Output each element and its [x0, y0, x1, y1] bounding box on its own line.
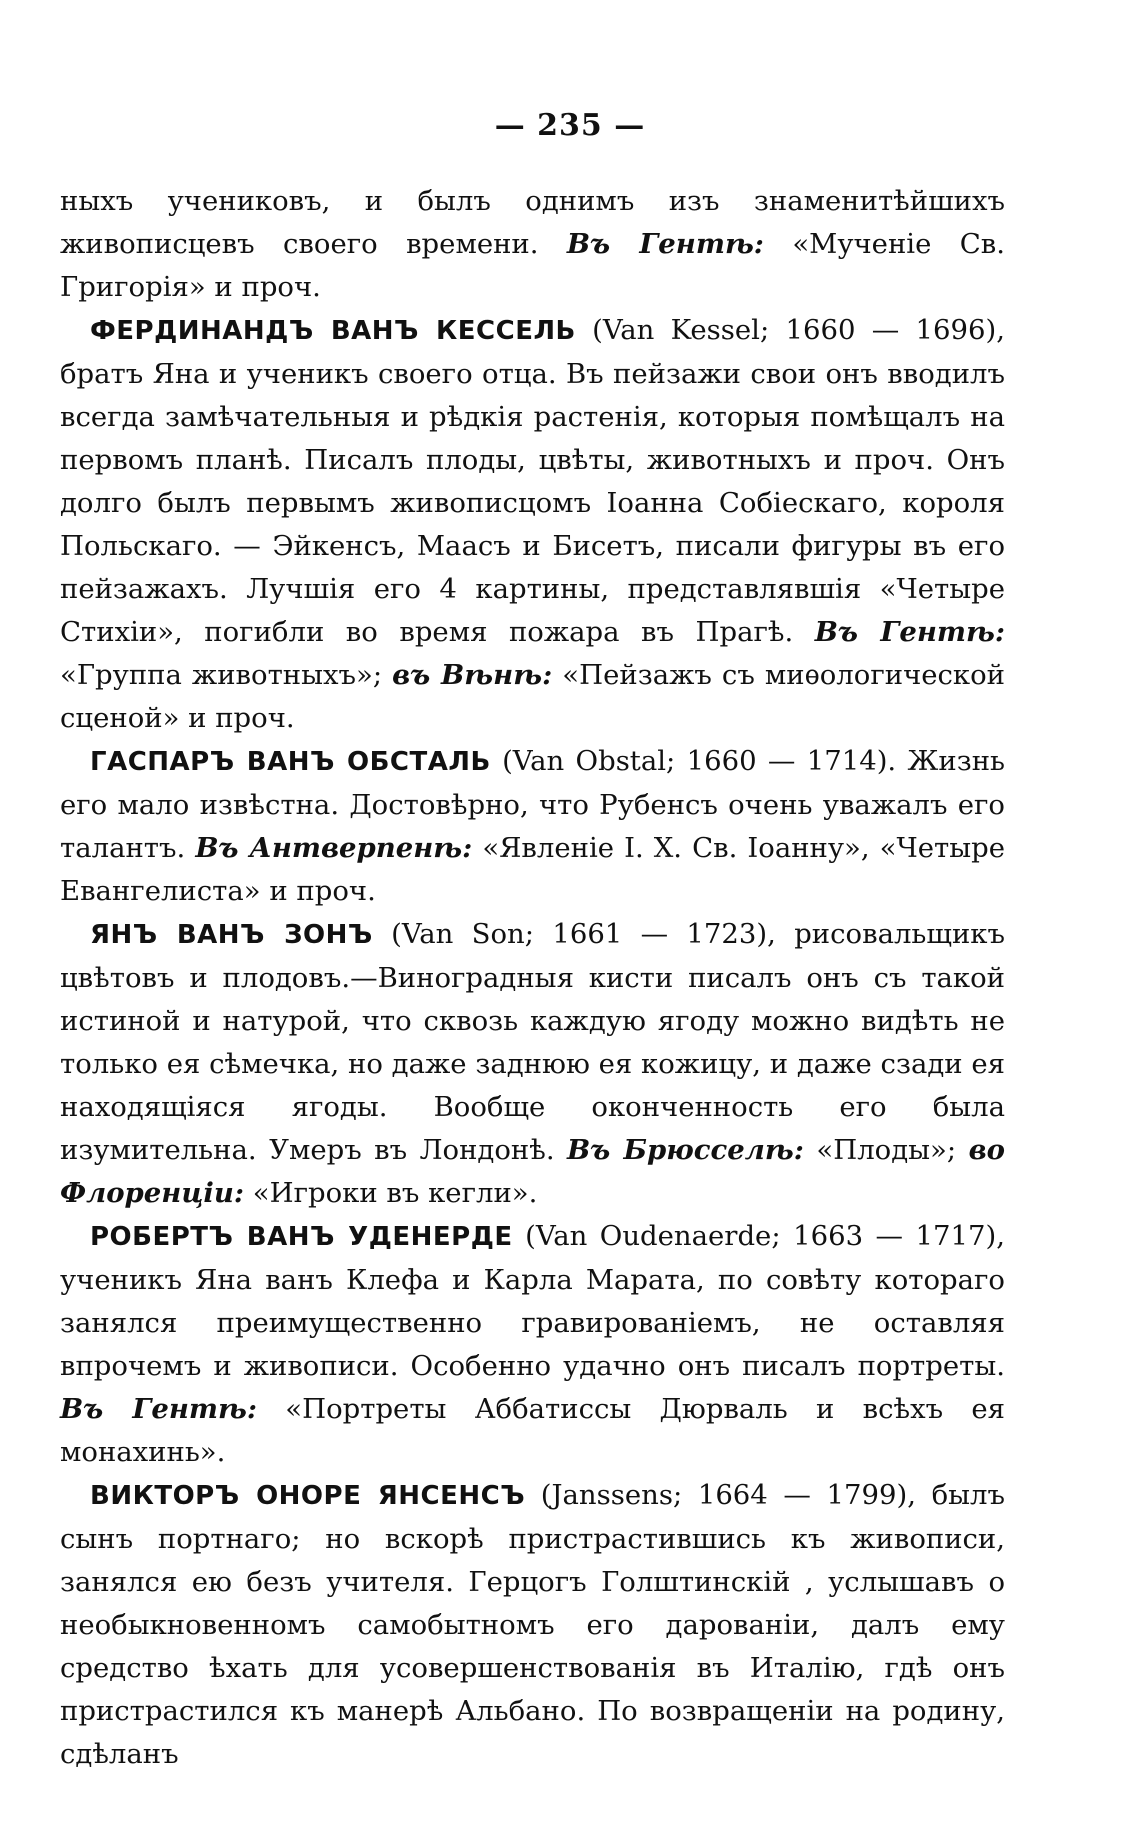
artist-name: ЯНЪ ВАНЪ ЗОНЪ	[90, 920, 373, 950]
entry-son	[60, 913, 1005, 1215]
paragraph-text: «Пейзажъ съ миѳологической сценой» и проч.	[60, 659, 1006, 734]
location-label: во Флоренціи:	[60, 1134, 1005, 1209]
page-number: — 235 —	[494, 108, 646, 143]
artist-name: ГАСПАРЪ ВАНЪ ОБСТАЛЬ	[90, 747, 491, 777]
paragraph-continuation	[60, 180, 1005, 309]
paragraph-text: (Janssens; 1664 — 1799), былъ сынъ портнаго; но вскорѣ пристрастившись къ живописи, занялся ею безъ учителя. Герцогъ Голштинскій , услышавъ о необыкновенномъ самобытномъ его дарованіи, далъ ему средство ѣхать для усовершенствованія въ Италію, гдѣ онъ пристрастился къ манерѣ Альбано. По возвращеніи на родину, сдѣланъ	[60, 1479, 1005, 1770]
entry-janssens	[60, 1474, 1005, 1776]
paragraph-text: (Van Kessel; 1660 — 1696), братъ Яна и ученикъ своего отца. Въ пейзажи свои онъ вводилъ всегда замѣчательныя и рѣдкія растенія, которыя помѣщалъ на первомъ планѣ. Писалъ плоды, цвѣты, животныхъ и проч. Онъ долго былъ первымъ живописцомъ Іоанна Собіескаго, короля Польскаго. — Эйкенсъ, Маасъ и Бисетъ, писали фигуры въ его пейзажахъ. Лучшія его 4 картины, представлявшія «Четыре Стихіи», погибли во время пожара въ Прагѣ.	[60, 314, 1005, 648]
paragraph-text: ныхъ учениковъ, и былъ однимъ изъ знаменитѣйшихъ живописцевъ своего времени.	[60, 185, 1005, 260]
location-label: въ Вѣнѣ:	[392, 659, 553, 691]
artist-name: ВИКТОРЪ ОНОРЕ ЯНСЕНСЪ	[90, 1481, 526, 1511]
location-label: Въ Брюсселѣ:	[567, 1134, 804, 1166]
paragraph-text: «Плоды»;	[803, 1134, 969, 1166]
location-label: Въ Гентѣ:	[814, 616, 1005, 648]
artist-name: ФЕРДИНАНДЪ ВАНЪ КЕССЕЛЬ	[90, 316, 576, 346]
entry-oudenaerde	[60, 1215, 1005, 1474]
body-text	[60, 180, 1005, 1776]
location-label: Въ Антверпенѣ:	[195, 832, 473, 864]
entry-kessel	[60, 309, 1005, 740]
entry-obstal	[60, 740, 1005, 913]
artist-name: РОБЕРТЪ ВАНЪ УДЕНЕРДЕ	[90, 1222, 513, 1252]
location-label: Въ Гентѣ:	[60, 1393, 257, 1425]
location-label: Въ Гентѣ:	[566, 228, 764, 260]
paragraph-text: «Портреты Аббатиссы Дюрваль и всѣхъ ея монахинь».	[60, 1393, 1005, 1468]
paragraph-text: «Игроки въ кегли».	[244, 1177, 538, 1209]
paragraph-text: «Мученіе Св. Григорія» и проч.	[60, 228, 1005, 303]
paragraph-text: (Van Oudenaerde; 1663 — 1717), ученикъ Яна ванъ Клефа и Карла Марата, по совѣту котораго занялся преимущественно гравированіемъ, не оставляя впрочемъ и живописи. Особенно удачно онъ писалъ портреты.	[60, 1220, 1006, 1382]
paragraph-text: «Группа животныхъ»;	[60, 659, 393, 691]
paragraph-text: (Van Son; 1661 — 1723), рисовальщикъ цвѣтовъ и плодовъ.—Виноградныя кисти писалъ онъ съ такой истиной и натурой, что сквозь каждую ягоду можно видѣть не только ея сѣмечка, но даже заднюю ея кожицу, и даже сзади ея находящіяся ягоды. Вообще оконченность его была изумительна. Умеръ въ Лондонѣ.	[60, 918, 1005, 1166]
paragraph-text: «Явленіе І. Х. Св. Іоанну», «Четыре Евангелиста» и проч.	[60, 832, 1006, 907]
paragraph-text: (Van Obstal; 1660 — 1714). Жизнь его мало извѣстна. Достовѣрно, что Рубенсъ очень уважалъ его талантъ.	[60, 745, 1005, 864]
